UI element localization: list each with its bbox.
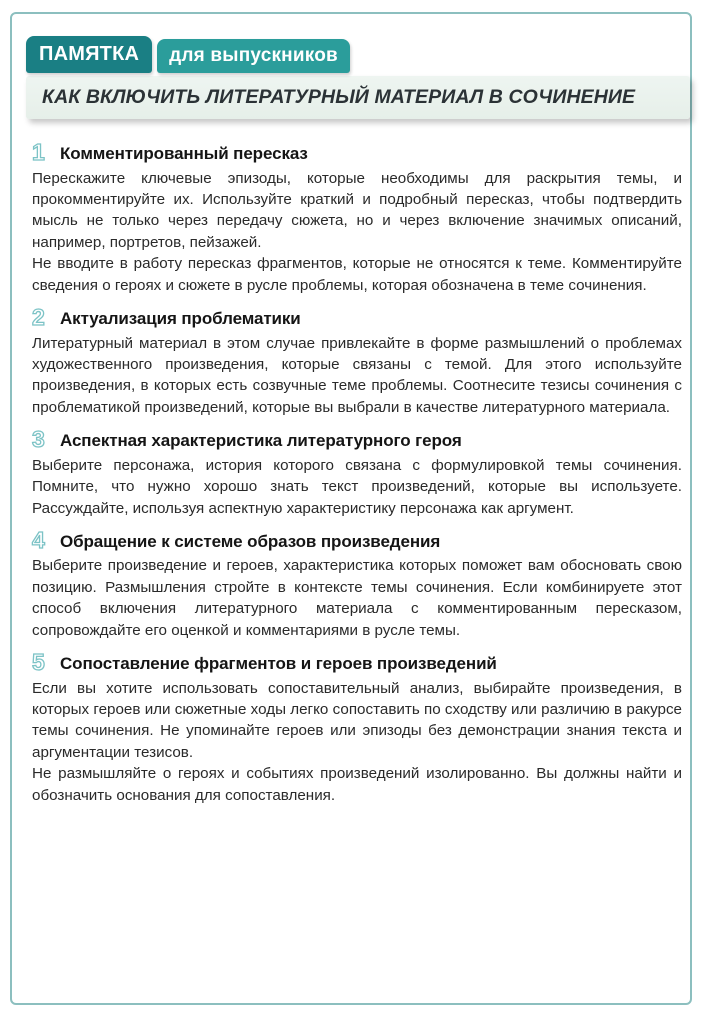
badge-pamyatka: ПАМЯТКА	[26, 36, 152, 73]
section-paragraph: Выберите произведение и героев, характеристика которых поможет вам обосновать свою позицию. Размышления стройте в контексте темы сочинения. Если комбинируете этот способ включения литературного материала с комментированным пересказом, сопровождайте его оценкой и комментариями в русле темы.	[32, 557, 682, 639]
section-heading	[32, 650, 682, 674]
section-paragraph: Литературный материал в этом случае привлекайте в форме размышлений о проблемах художественного произведения, которые связаны с темой. Для этого используйте произведения, в которых есть созвучные теме проблемы. Соотнесите тезисы сочинения с проблематикой произведений, которые вы выбрали в качестве литературного материала.	[32, 334, 682, 416]
section-2	[32, 305, 682, 418]
sections-list	[32, 140, 682, 806]
section-title: Обращение к системе образов произведения	[60, 531, 441, 551]
header	[0, 0, 706, 128]
page-title: КАК ВКЛЮЧИТЬ ЛИТЕРАТУРНЫЙ МАТЕРИАЛ В СОЧИНЕНИЕ	[42, 86, 636, 108]
section-number-badge: 4	[32, 526, 45, 553]
section-heading	[32, 140, 682, 164]
section-heading	[32, 427, 682, 451]
section-number-badge: 1	[32, 139, 45, 165]
section-1	[32, 140, 682, 296]
section-paragraph: Если вы хотите использовать сопоставительный анализ, выбирайте произведения, в которых героев или сюжетные ходы легко сопоставить по сходству или различию в ракурсе темы сочинения. Не упоминайте героев или эпизоды без демонстрации знания текста и аргументации тезисов.	[32, 679, 682, 761]
section-number-badge: 5	[32, 649, 45, 676]
section-paragraph: Выберите персонажа, история которого связана с формулировкой темы сочинения. Помните, что нужно хорошо знать текст произведений, которые вы используете. Рассуждайте, используя аспектную характеристику персонажа как аргумент.	[32, 456, 682, 517]
section-heading	[32, 305, 682, 329]
section-5	[32, 650, 682, 806]
section-title: Комментированный пересказ	[60, 144, 308, 163]
section-title: Сопоставление фрагментов и героев произведений	[60, 654, 497, 674]
badge-row	[26, 36, 350, 73]
section-number-badge: 2	[32, 303, 45, 330]
section-number-badge: 3	[32, 426, 45, 453]
title-bar	[26, 76, 690, 119]
section-3	[32, 427, 682, 519]
badge-for-graduates: для выпускников	[157, 39, 350, 73]
section-heading	[32, 528, 682, 552]
section-4	[32, 528, 682, 641]
section-title: Актуализация проблематики	[60, 308, 301, 328]
section-paragraph: Не размышляйте о героях и событиях произведений изолированно. Вы должны найти и обозначить основания для сопоставления.	[32, 765, 682, 804]
section-title: Аспектная характеристика литературного героя	[60, 431, 462, 451]
section-paragraph: Не вводите в работу пересказ фрагментов, которые не относятся к теме. Комментируйте сведения о героях и сюжете в русле проблемы, которая обозначена в теме сочинения.	[32, 255, 682, 294]
section-paragraph: Перескажите ключевые эпизоды, которые необходимы для раскрытия темы, и прокомментируйте их. Используйте краткий и подробный пересказ, чтобы подтвердить мысль не только через передачу сюжета, но и через включение значимых описаний, например, портретов, пейзажей.	[32, 169, 682, 251]
